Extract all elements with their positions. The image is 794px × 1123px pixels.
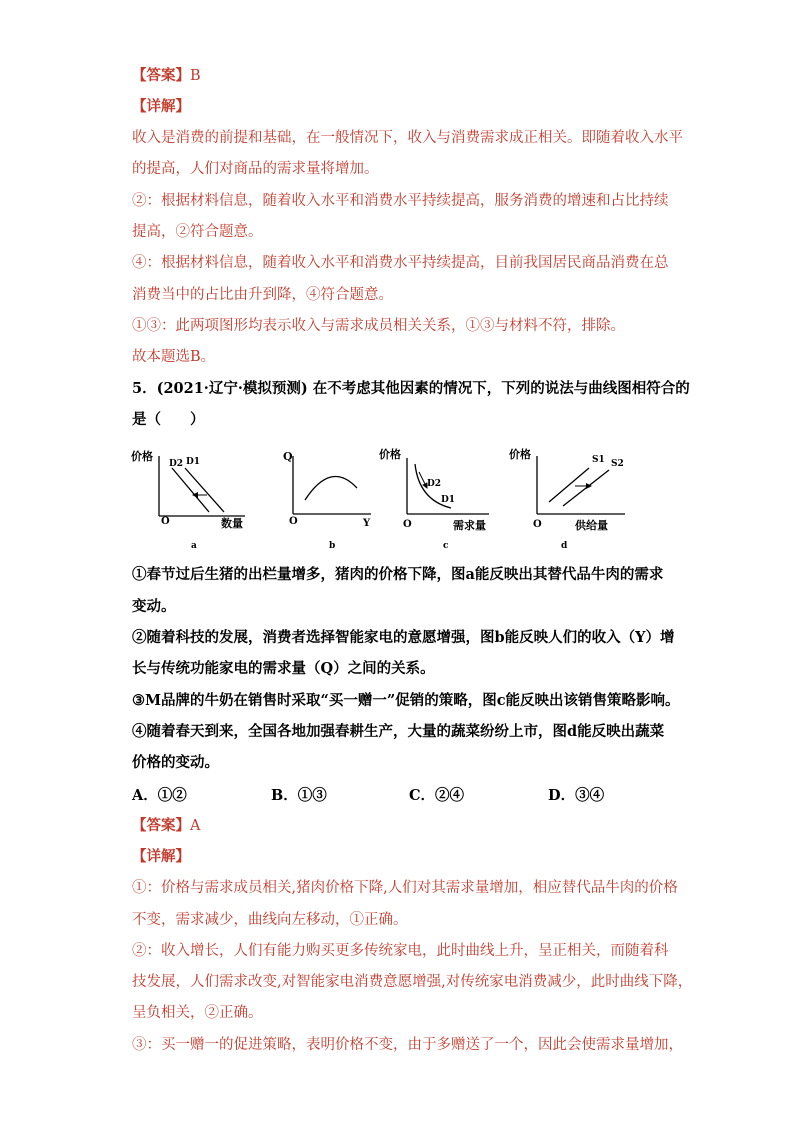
- graph-d-curve-s1: [549, 468, 589, 502]
- explanation-line: 呈负相关，②正确。: [132, 1005, 263, 1021]
- explanation-line: ④：根据材料信息，随着收入水平和消费水平持续提高，目前我国居民商品消费在总: [132, 255, 669, 271]
- graph-d-curve-s2: [563, 470, 609, 506]
- explanation-line: 故本题选B。: [132, 349, 216, 365]
- answer-value: B: [190, 68, 201, 84]
- statement-line: ③M品牌的牛奶在销售时采取“买一赠一”促销的策略，图c能反映出该销售策略影响。: [132, 692, 680, 709]
- graph-a-label-d2: D2: [169, 459, 184, 469]
- statement-line: 价格的变动。: [132, 754, 219, 771]
- graph-d: [509, 447, 625, 551]
- explanation-line: ②：根据材料信息，随着收入水平和消费水平持续提高，服务消费的增速和占比持续: [132, 193, 669, 209]
- answer-line-1: [132, 66, 201, 86]
- option-c[interactable]: C．②④: [409, 787, 465, 804]
- graph-b-origin: O: [289, 516, 298, 527]
- graph-b-ylabel: Q: [283, 450, 293, 463]
- explanation-line: 不变，需求减少，曲线向左移动，①正确。: [132, 912, 408, 928]
- explanation-line: 收入是消费的前提和基础，在一般情况下，收入与消费需求成正相关。即随着收入水平: [132, 130, 683, 146]
- graph-a-caption: a: [191, 541, 197, 551]
- explanation-line: 提高，②符合题意。: [132, 224, 263, 240]
- graph-b: [283, 450, 371, 551]
- graph-a-label-d1: D1: [186, 457, 201, 467]
- graph-a-origin: O: [161, 516, 170, 527]
- explanation-line: 消费当中的占比由升到降，④符合题意。: [132, 287, 393, 303]
- graph-b-curve: [305, 476, 357, 500]
- graph-a-xlabel: 数量: [221, 517, 243, 530]
- graph-c-xlabel: 需求量: [453, 519, 486, 532]
- option-a[interactable]: A．①②: [132, 787, 187, 804]
- graph-a-ylabel: 价格: [131, 450, 153, 463]
- graph-c-ylabel: 价格: [379, 448, 401, 461]
- question-figure: [125, 442, 665, 554]
- statement-line: ②随着科技的发展，消费者选择智能家电的意愿增强，图b能反映人们的收入（Y）增: [132, 629, 675, 646]
- answer-tag: 【答案】: [132, 817, 190, 834]
- explanation-line: 技发展，人们需求改变,对智能家电消费意愿增强,对传统家电消费减少，此时曲线下降，: [132, 974, 693, 990]
- graph-c-caption: c: [443, 541, 449, 551]
- graph-c-label-d2: D2: [427, 479, 442, 489]
- statement-line: ①春节过后生猪的出栏量增多，猪肉的价格下降，图a能反映出其替代品牛肉的需求: [132, 566, 664, 583]
- graph-b-xlabel: Y: [363, 518, 371, 529]
- graph-a: [131, 449, 245, 551]
- option-d[interactable]: D．③④: [548, 787, 605, 804]
- explanation-line: ③：买一赠一的促进策略，表明价格不变，由于多赠送了一个，因此会使需求量增加，: [132, 1037, 683, 1053]
- answer-tag: 【答案】: [132, 67, 190, 84]
- statement-line: ④随着春天到来，全国各地加强春耕生产，大量的蔬菜纷纷上市，图d能反映出蔬菜: [132, 723, 665, 740]
- answer-value: A: [190, 818, 201, 834]
- graph-c-movement-arrow: [419, 472, 427, 488]
- graph-d-label-s2: S2: [611, 459, 624, 469]
- explanation-line: 的提高，人们对商品的需求量将增加。: [132, 161, 379, 177]
- graph-c-label-d1: D1: [441, 495, 456, 505]
- explanation-line: ①③：此两项图形均表示收入与需求成员相关关系，①③与材料不符，排除。: [132, 318, 625, 334]
- graph-d-xlabel: 供给量: [575, 519, 608, 532]
- graph-c: [379, 447, 489, 551]
- graph-d-origin: O: [533, 519, 542, 530]
- explanation-line: ①：价格与需求成员相关,猪肉价格下降,人们对其需求量增加，相应替代品牛肉的价格: [132, 880, 678, 896]
- statement-line: 变动。: [132, 598, 176, 615]
- graph-d-caption: d: [561, 541, 568, 551]
- graph-b-caption: b: [329, 541, 336, 551]
- graph-c-origin: O: [403, 519, 412, 530]
- explanation-line: ②：收入增长，人们有能力购买更多传统家电，此时曲线上升，呈正相关，而随着科: [132, 943, 669, 959]
- detail-tag: 【详解】: [132, 848, 190, 865]
- option-b[interactable]: B．①③: [271, 787, 327, 804]
- answer-line-2: [132, 816, 200, 836]
- detail-tag: 【详解】: [132, 98, 190, 115]
- graph-d-label-s1: S1: [592, 455, 605, 465]
- graph-d-ylabel: 价格: [509, 448, 531, 461]
- question-stem: 5．(2021·辽宁·模拟预测) 在不考虑其他因素的情况下，下列的说法与曲线图相符合的: [132, 380, 690, 397]
- question-stem-cont: 是（ ）: [132, 411, 205, 428]
- statement-line: 长与传统功能家电的需求量（Q）之间的关系。: [132, 660, 435, 677]
